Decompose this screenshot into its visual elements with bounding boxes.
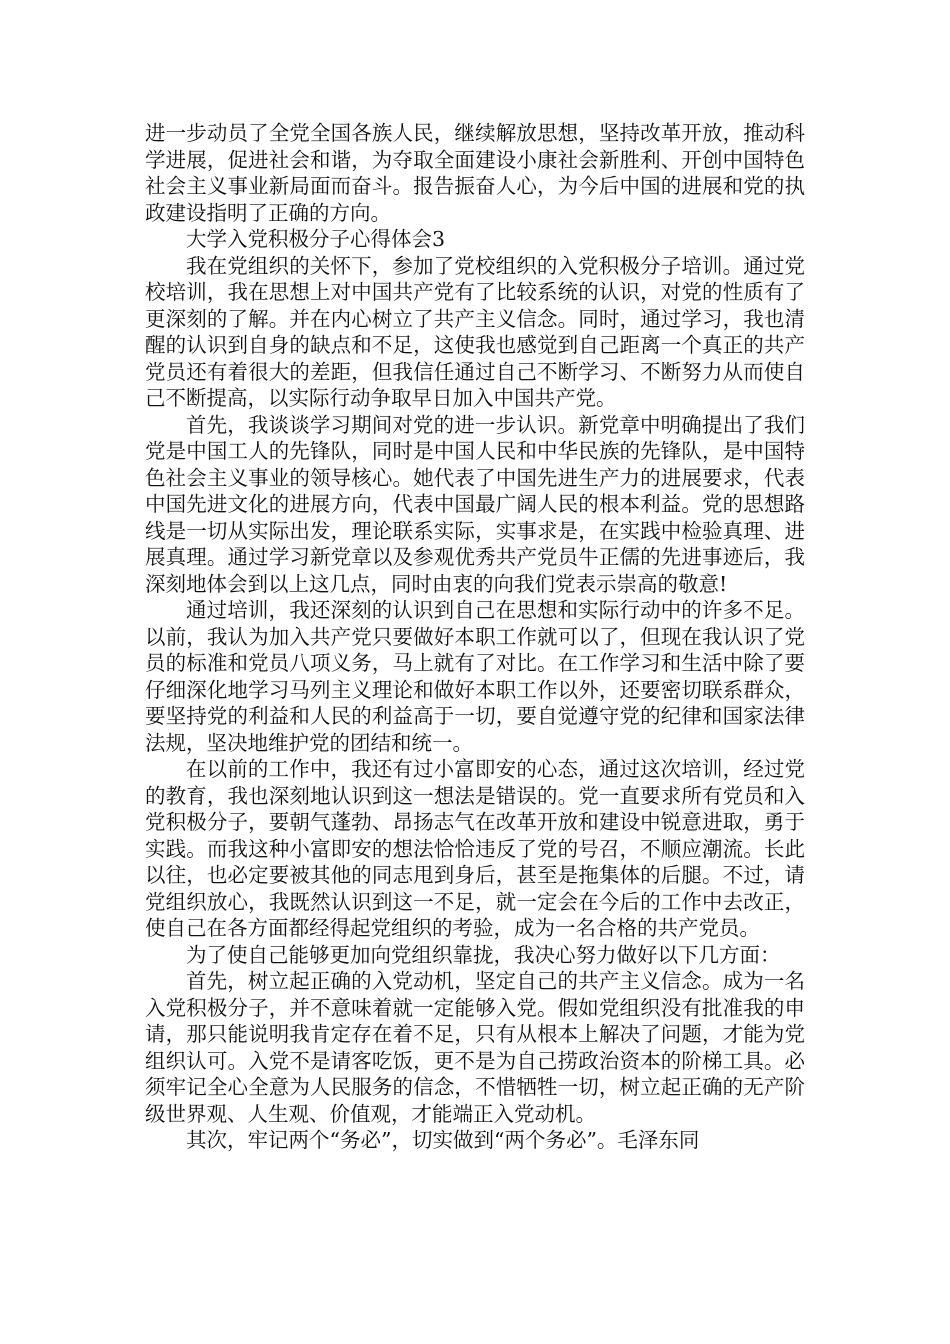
paragraph-8: 首先，树立起正确的入党动机，坚定自己的共产主义信念。成为一名入党积极分子，并不意味着就一定能够入党。假如党组织没有批准我的申请，那只能说明我肯定存在着不足，只有从根本上解决了问题，才能为党组织认可。入党不是请客吃饭，更不是为自己捞政治资本的阶梯工具。必须牢记全心全意为人民服务的信念，不惜牺牲一切，树立起正确的无产阶级世界观、人生观、价值观，才能端正入党动机。	[145, 969, 805, 1126]
section-heading: 大学入党积极分子心得体会3	[186, 227, 446, 251]
document-page	[145, 120, 805, 1154]
paragraph-6: 在以前的工作中，我还有过小富即安的心态，通过这次培训，经过党的教育，我也深刻地认识到这一想法是错误的。党一直要求所有党员和入党积极分子，要朝气蓬勃、昂扬志气在改革开放和建设中锐意进取，勇于实践。而我这种小富即安的想法恰恰违反了党的号召，不顺应潮流。长此以往，也必定要被其他的同志甩到身后，甚至是拖集体的后腿。不过，请党组织放心，我既然认识到这一不足，就一定会在今后的工作中去改正，使自己在各方面都经得起党组织的考验，成为一名合格的共产党员。	[145, 757, 805, 940]
paragraph-3: 我在党组织的关怀下，参加了党校组织的入党积极分子培训。通过党校培训，我在思想上对中国共产党有了比较系统的认识，对党的性质有了更深刻的了解。并在内心树立了共产主义信念。同时，通过学习，我也清醒的认识到自身的缺点和不足，这使我也感觉到自己距离一个真正的共产党员还有着很大的差距，但我信任通过自己不断学习、不断努力从而使自己不断提高，以实际行动争取早日加入中国共产党。	[145, 253, 805, 410]
paragraph-5: 通过培训，我还深刻的认识到自己在思想和实际行动中的许多不足。以前，我认为加入共产党只要做好本职工作就可以了，但现在我认识了党员的标准和党员八项义务，马上就有了对比。在工作学习和生活中除了要仔细深化地学习马列主义理论和做好本职工作以外，还要密切联系群众，要坚持党的利益和人民的利益高于一切，要自觉遵守党的纪律和国家法律法规，坚决地维护党的团结和统一。	[145, 598, 805, 755]
paragraph-4: 首先，我谈谈学习期间对党的进一步认识。新党章中明确提出了我们党是中国工人的先锋队，同时是中国人民和中华民族的先锋队，是中国特色社会主义事业的领导核心。她代表了中国先进生产力的进展要求，代表中国先进文化的进展方向，代表中国最广阔人民的根本利益。党的思想路线是一切从实际出发，理论联系实际，实事求是，在实践中检验真理、进展真理。通过学习新党章以及参观优秀共产党员牛正儒的先进事迹后，我深刻地体会到以上这几点，同时由衷的向我们党表示崇高的敬意!	[145, 412, 805, 596]
paragraph-9: 其次，牢记两个“务必”，切实做到“两个务必”。毛泽东同	[186, 1128, 700, 1152]
paragraph-1: 进一步动员了全党全国各族人民，继续解放思想，坚持改革开放，推动科学进展，促进社会和谐，为夺取全面建设小康社会新胜利、开创中国特色社会主义事业新局面而奋斗。报告振奋人心，为今后中国的进展和党的执政建设指明了正确的方向。	[145, 121, 805, 225]
paragraph-7: 为了使自己能够更加向党组织靠拢，我决心努力做好以下几方面：	[186, 942, 781, 967]
